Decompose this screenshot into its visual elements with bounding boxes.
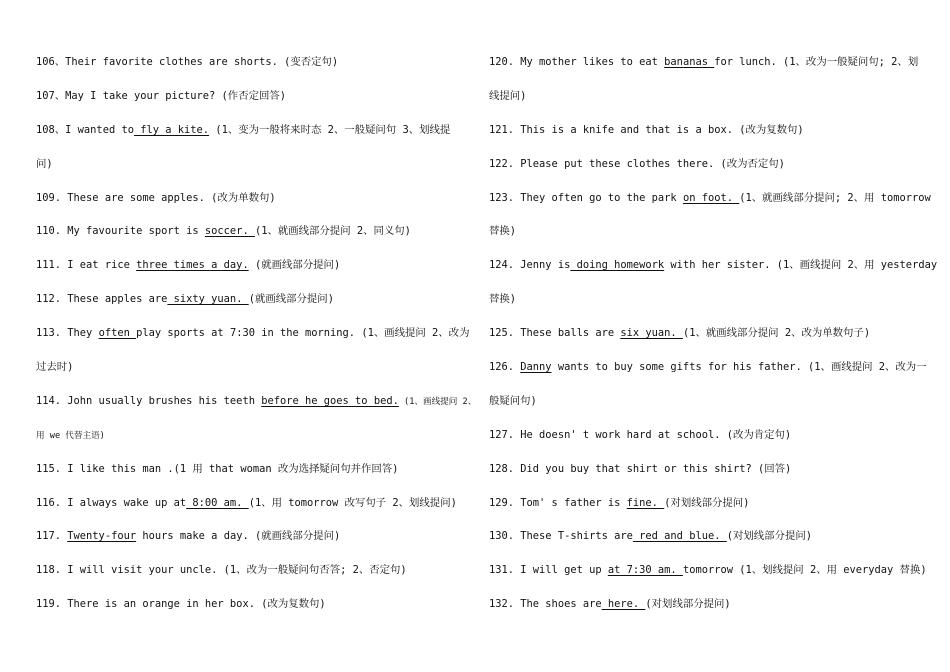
- exercise-line: [489, 351, 927, 385]
- exercise-line: [489, 249, 938, 283]
- exercise-line: [36, 283, 468, 317]
- line-text: 107、May I take your picture? (作否定回答): [36, 89, 287, 102]
- line-text: 119. There is an orange in her box. (改为复数句): [36, 598, 326, 611]
- exercise-line: [36, 249, 468, 283]
- line-text: 126.: [489, 361, 521, 374]
- underlined-phrase: fine.: [626, 496, 665, 509]
- underlined-phrase: Danny: [520, 361, 552, 374]
- line-text: 124. Jenny is: [489, 259, 571, 272]
- underlined-phrase: six yuan.: [620, 327, 683, 340]
- underlined-phrase: Twenty-four: [67, 530, 137, 543]
- line-text: 123. They often go to the park: [489, 191, 683, 204]
- line-text: play sports at 7:30 in the morning. (1、画线提问 2、改为: [136, 327, 470, 340]
- line-text: 110. My favourite sport is: [36, 225, 205, 238]
- exercise-line: [36, 80, 468, 114]
- exercise-line: [489, 215, 921, 249]
- line-text: (就画线部分提问): [248, 259, 341, 272]
- line-text: 112. These apples are: [36, 293, 168, 306]
- line-text: 114. John usually brushes his teeth: [36, 394, 262, 407]
- underlined-phrase: red and blue.: [632, 530, 727, 543]
- exercise-line: [489, 114, 921, 148]
- line-text: (对划线部分提问): [645, 598, 731, 611]
- line-text: (对划线部分提问): [726, 530, 812, 543]
- line-text: (1、就画线部分提问 2、同义句): [254, 225, 411, 238]
- underlined-phrase: 8:00 am.: [186, 496, 249, 509]
- line-text: (1、用 tomorrow 改写句子 2、划线提问): [248, 496, 457, 509]
- exercise-line: [489, 148, 921, 182]
- underlined-phrase: three times a day.: [136, 259, 249, 272]
- line-text: (1、画线提问 2、: [398, 396, 477, 407]
- exercise-line: [36, 588, 468, 622]
- exercise-line: [489, 554, 927, 588]
- underlined-phrase: fly a kite.: [133, 123, 210, 136]
- right-column: [489, 46, 938, 622]
- line-text: 132. The shoes are: [489, 598, 602, 611]
- exercise-line: [36, 554, 468, 588]
- exercise-line: [489, 317, 921, 351]
- line-text: 116. I always wake up at: [36, 496, 187, 509]
- exercise-line: [489, 520, 921, 554]
- line-text: (1、变为一般将来时态 2、一般疑问句 3、划线提: [209, 123, 451, 136]
- line-text: (1、就画线部分提问 2、改为单数句子): [682, 327, 871, 340]
- exercise-line: [36, 351, 468, 385]
- exercise-line: [36, 385, 477, 419]
- exercise-line: [489, 385, 921, 419]
- underlined-phrase: doing homework: [570, 259, 665, 272]
- underlined-phrase: before he goes to bed.: [261, 394, 399, 407]
- line-text: 122. Please put these clothes there. (改为否定句): [489, 157, 785, 170]
- exercise-line: [489, 588, 921, 622]
- line-text: 用 we 代替主语): [36, 430, 105, 441]
- underlined-phrase: on foot.: [682, 191, 740, 204]
- exercise-line: [36, 419, 468, 453]
- exercise-line: [36, 487, 468, 521]
- line-text: 问): [36, 157, 53, 170]
- exercise-line: [489, 487, 921, 521]
- line-text: 替换): [489, 293, 517, 306]
- exercise-line: [36, 182, 468, 216]
- underlined-phrase: often: [98, 327, 137, 340]
- line-text: tomorrow (1、划线提问 2、用 everyday 替换): [682, 564, 927, 577]
- line-text: wants to buy some gifts for his father. (1、画线提问 2、改为一: [551, 361, 927, 374]
- line-text: 129. Tom' s father is: [489, 496, 627, 509]
- line-text: hours make a day. (就画线部分提问): [136, 530, 341, 543]
- underlined-phrase: sixty yuan.: [167, 293, 249, 306]
- line-text: (就画线部分提问): [248, 293, 334, 306]
- exercise-line: [36, 520, 468, 554]
- line-text: 125. These balls are: [489, 327, 621, 340]
- line-text: 120. My mother likes to eat: [489, 56, 665, 68]
- exercise-line: [36, 317, 468, 351]
- line-text: 130. These T-shirts are: [489, 530, 633, 543]
- exercise-line: [489, 453, 921, 487]
- exercise-line: [489, 80, 921, 114]
- underlined-phrase: here.: [601, 598, 646, 611]
- underlined-phrase: soccer.: [204, 225, 255, 238]
- line-text: 106、Their favorite clothes are shorts. (变否定句): [36, 56, 339, 68]
- underlined-phrase: bananas: [664, 56, 715, 68]
- line-text: 108、I wanted to: [36, 123, 134, 136]
- line-text: (1、就画线部分提问; 2、用 tomorrow: [739, 191, 931, 204]
- line-text: 118. I will visit your uncle. (1、改为一般疑问句否答; 2、否定句): [36, 564, 407, 577]
- line-text: for lunch. (1、改为一般疑问句; 2、划: [714, 56, 919, 68]
- line-text: 线提问): [489, 89, 527, 102]
- line-text: 128. Did you buy that shirt or this shirt? (回答): [489, 462, 792, 475]
- exercise-line: [489, 182, 931, 216]
- exercise-line: [489, 283, 921, 317]
- line-text: 替换): [489, 225, 517, 238]
- line-text: (对划线部分提问): [664, 496, 750, 509]
- line-text: 127. He doesn' t work hard at school. (改为肯定句): [489, 428, 792, 441]
- underlined-phrase: at 7:30 am.: [607, 564, 683, 577]
- line-text: with her sister. (1、画线提问 2、用 yesterday: [664, 259, 938, 272]
- line-text: 117.: [36, 530, 68, 543]
- exercise-line: [489, 419, 921, 453]
- exercise-line: [36, 453, 468, 487]
- line-text: 过去时): [36, 361, 74, 374]
- line-text: 109. These are some apples. (改为单数句): [36, 191, 276, 204]
- line-text: 121. This is a knife and that is a box. (改为复数句): [489, 123, 804, 136]
- line-text: 113. They: [36, 327, 99, 340]
- line-text: 111. I eat rice: [36, 259, 137, 272]
- exercise-line: [36, 114, 468, 148]
- line-text: 131. I will get up: [489, 564, 608, 577]
- exercise-line: [36, 46, 468, 80]
- line-text: 115. I like this man .(1 用 that woman 改为选择疑问句并作回答): [36, 462, 399, 475]
- exercise-line: [36, 148, 468, 182]
- line-text: 般疑问句): [489, 394, 537, 407]
- exercise-line: [489, 46, 921, 80]
- left-column: [36, 46, 477, 622]
- exercise-line: [36, 215, 468, 249]
